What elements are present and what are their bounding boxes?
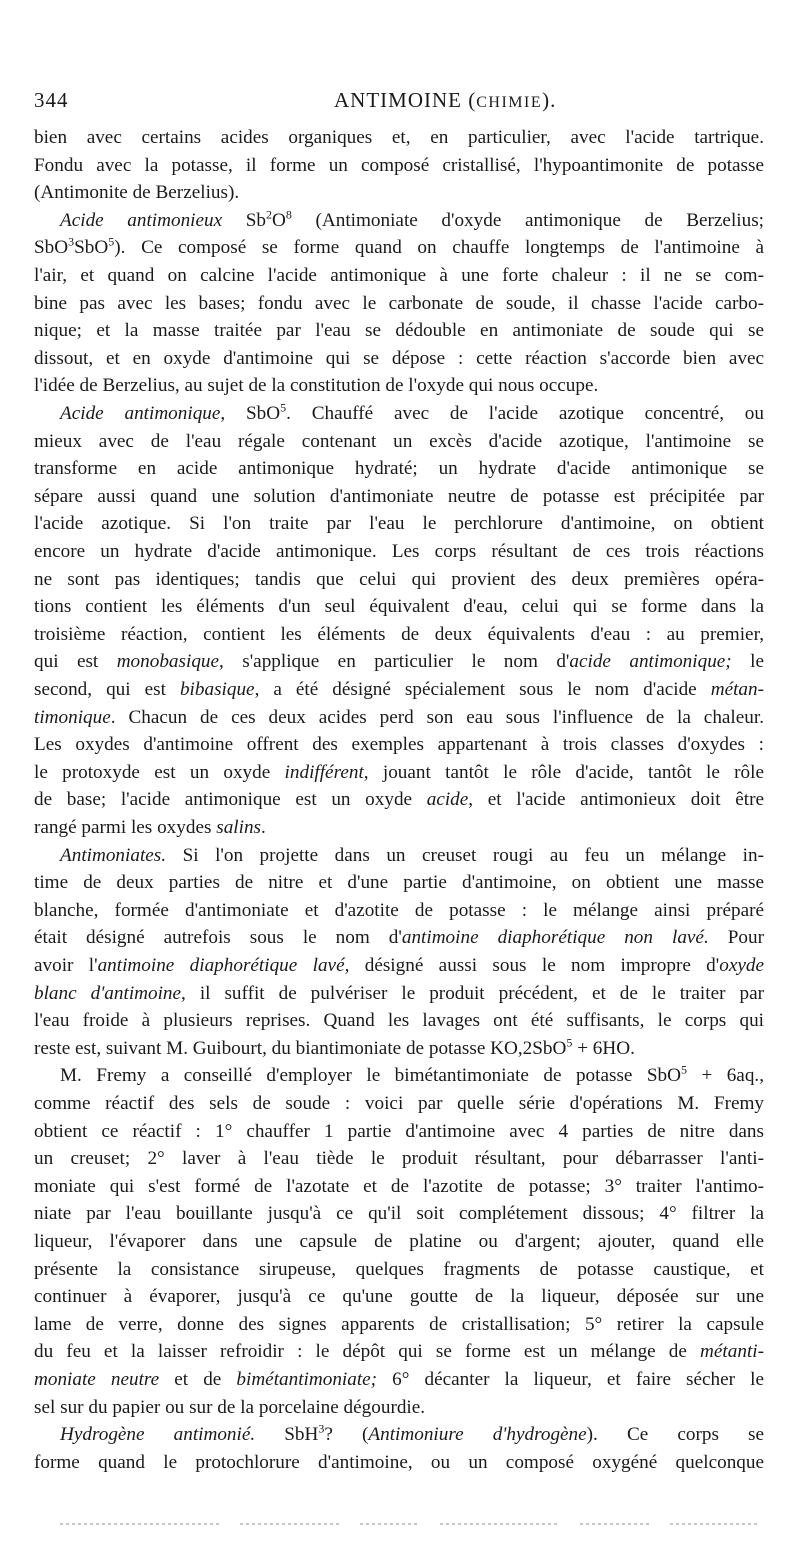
text-run: bine pas avec les bases; fondu avec le carbonate de soude, il chasse l'acide carbo-: [34, 292, 764, 314]
text-line: [34, 1007, 764, 1035]
italic-text: moniate neutre: [34, 1369, 160, 1390]
text-run: tions contient les éléments d'un seul équivalent d'eau, celui qui se forme dans la: [34, 596, 764, 618]
italic-text: Acide antimonique: [60, 403, 221, 424]
text-line: [34, 1311, 764, 1339]
text-line: [34, 621, 764, 649]
text-line: [34, 593, 764, 621]
text-run: présente la consistance sirupeuse, quelques fragments de potasse caustique, et: [34, 1258, 764, 1280]
text-run: l'eau froide à plusieurs reprises. Quand les lavages ont été suffisants, le corps qui: [34, 1010, 764, 1032]
text-run: mieux avec de l'eau régale contenant un excès d'acide azotique, l'antimoine se: [34, 430, 764, 452]
text-run: Sb: [222, 209, 267, 231]
text-run: l'acide azotique. Si l'on traite par l'eau le perchlorure d'antimoine, on obtient: [34, 513, 764, 535]
italic-text: Acide antimonieux: [60, 209, 223, 231]
text-run: (Antimonite de Berzelius).: [34, 182, 240, 204]
italic-text: timonique: [34, 706, 111, 728]
footer-rule-segment: [60, 1523, 220, 1525]
text-line: [34, 1256, 764, 1284]
italic-text: Hydrogène antimonié.: [60, 1424, 256, 1446]
footer-rule-segment: [580, 1523, 650, 1525]
text-run: troisième réaction, contient les éléments de deux équivalents d'eau : au premier,: [34, 623, 764, 645]
text-run: . Chauffé avec de l'acide azotique concentré, ou: [286, 403, 764, 424]
italic-text: salins: [216, 817, 262, 838]
footer-rule-segment: [360, 1523, 420, 1525]
text-line: [34, 1035, 764, 1063]
text-line: [34, 1118, 764, 1146]
text-line: [34, 980, 764, 1008]
text-line: [60, 842, 764, 870]
text-line: [34, 704, 764, 732]
text-run: ? (: [324, 1424, 369, 1446]
text-line: [34, 1173, 764, 1201]
text-run: , et l'acide antimonieux doit être: [468, 789, 764, 811]
text-run: (Antimoniate d'oxyde antimonique de Berzelius;: [291, 209, 764, 231]
text-run: de base; l'acide antimonique est un oxyde: [34, 789, 427, 811]
text-run: , a été désigné spécialement sous le nom d'acide: [254, 679, 711, 700]
text-line: [34, 1228, 764, 1256]
text-line: [34, 869, 764, 897]
text-run: dissout, et en oxyde d'antimoine qui se dépose : cette réaction s'accorde bien avec: [34, 347, 764, 369]
text-run: qui est: [34, 651, 117, 673]
italic-text: bimétantimoniate;: [236, 1369, 378, 1390]
text-run: , désigné aussi sous le nom impropre d': [344, 955, 720, 976]
text-line: [34, 786, 764, 814]
running-title-main: ANTIMOINE (: [334, 88, 477, 112]
text-run: nique; et la masse traitée par l'eau se dédouble en antimoniate de soude qui se: [34, 320, 764, 342]
text-line: [34, 1449, 764, 1477]
italic-text: métan-: [710, 679, 764, 700]
text-run: obtient ce réactif : 1° chauffer 1 partie d'antimoine avec 4 parties de nitre dans: [34, 1120, 764, 1142]
text-run: du feu et la laisser refroidir : le dépôt qui se forme est un mélange de: [34, 1341, 701, 1363]
italic-text: blanc d'antimoine: [34, 982, 182, 1004]
text-line: [34, 676, 764, 704]
text-run: . Chacun de ces deux acides perd son eau sous l'influence de la chaleur.: [110, 706, 764, 728]
text-line: [34, 428, 764, 456]
text-line: [34, 1394, 764, 1422]
text-run: second, qui est: [34, 679, 180, 700]
text-run: reste est, suivant M. Guibourt, du biantimoniate de potasse KO,2SbO: [34, 1037, 567, 1059]
superscript: 3: [68, 235, 75, 249]
text-run: 6° décanter la liqueur, et faire sécher le: [377, 1369, 764, 1390]
text-line: [60, 207, 764, 235]
text-run: sépare aussi quand une solution d'antimoniate neutre de potasse est précipitée par: [34, 485, 764, 507]
text-run: niate par l'eau bouillante jusqu'à ce qu'il soit complétement dissous; 4° filtrer la: [34, 1203, 764, 1225]
text-run: transforme en acide antimonique hydraté; un hydrate d'acide antimonique se: [34, 458, 764, 480]
text-run: était désigné autrefois sous le nom d': [34, 927, 402, 949]
text-line: [34, 455, 764, 483]
page-header: [34, 88, 766, 118]
superscript: 5: [280, 400, 287, 415]
text-run: , jouant tantôt le rôle d'acide, tantôt le rôle: [363, 761, 765, 783]
running-title: [334, 88, 556, 113]
text-line: [34, 483, 764, 511]
text-line: [34, 1366, 764, 1394]
italic-text: Antimoniure d'hydrogène: [368, 1424, 587, 1446]
text-run: l'air, et quand on calcine l'acide antimonique à une forte chaleur : il ne se com-: [34, 265, 764, 286]
text-run: SbO: [34, 237, 69, 259]
superscript: 5: [108, 235, 115, 249]
text-run: comme réactif des sels de soude : voici par quelle série d'opérations M. Fremy: [34, 1093, 764, 1114]
footer-rule-segment: [240, 1523, 340, 1525]
text-line: [34, 952, 764, 980]
text-line: [60, 400, 764, 428]
text-line: [34, 648, 764, 676]
text-run: O: [272, 209, 286, 231]
text-line: [34, 759, 764, 787]
text-line: [34, 510, 764, 538]
italic-text: antimoine diaphorétique lavé: [97, 955, 345, 976]
text-run: continuer à évaporer, jusqu'à ce qu'une goutte de la liqueur, déposée sur une: [34, 1286, 764, 1308]
text-run: l'idée de Berzelius, au sujet de la constitution de l'oxyde qui nous occupe.: [34, 375, 599, 397]
text-run: ne sont pas identiques; tandis que celui qui provient des deux premières opéra-: [34, 568, 764, 590]
text-line: [34, 1283, 764, 1311]
text-run: blanche, formée d'antimoniate et d'azotite de potasse : le mélange ainsi préparé: [34, 899, 764, 921]
text-run: lame de verre, donne des signes apparents de cristallisation; 5° retirer la capsule: [34, 1313, 764, 1335]
text-run: , SbO: [220, 403, 281, 424]
text-run: forme quand le protochlorure d'antimoine, ou un composé oxygéné quelconque: [34, 1451, 764, 1473]
text-run: Si l'on projette dans un creuset rougi au feu un mélange in-: [166, 844, 764, 866]
footer-rule-segment: [670, 1523, 760, 1525]
text-run: ). Ce corps se: [586, 1424, 764, 1446]
text-line: [34, 1200, 764, 1228]
text-run: liqueur, l'évaporer dans une capsule de platine ou d'argent; ajouter, quand elle: [34, 1231, 764, 1252]
page-number: 344: [34, 88, 69, 112]
superscript: 2: [266, 207, 273, 222]
text-line: [60, 1062, 764, 1090]
text-run: ). Ce composé se forme quand on chauffe longtemps de l'antimoine à: [114, 237, 764, 259]
italic-text: antimoine diaphorétique non lavé.: [401, 927, 709, 949]
text-line: [34, 317, 764, 345]
running-title-subject: CHIMIE: [476, 94, 543, 111]
text-line: [34, 814, 764, 842]
text-run: + 6HO.: [572, 1037, 635, 1059]
text-line: [34, 124, 764, 152]
text-run: .: [261, 817, 266, 838]
text-line: [34, 924, 764, 952]
text-line: [34, 152, 764, 180]
italic-text: acide: [426, 789, 469, 811]
text-run: moniate qui s'est formé de l'azotate et de l'azotite de potasse; 3° traiter l'antimo-: [34, 1175, 764, 1197]
text-run: time de deux parties de nitre et d'une partie d'antimoine, on obtient une masse: [34, 872, 764, 894]
text-line: [34, 234, 764, 262]
text-line: [34, 897, 764, 925]
superscript: 5: [566, 1035, 573, 1050]
text-line: [34, 262, 764, 290]
italic-text: acide antimonique;: [569, 651, 732, 673]
italic-text: monobasique: [116, 651, 220, 673]
text-run: encore un hydrate d'acide antimonique. Les corps résultant de ces trois réactions: [34, 541, 764, 562]
text-run: Les oxydes d'antimoine offrent des exemples appartenant à trois classes d'oxydes :: [34, 734, 764, 756]
italic-text: Antimoniates.: [60, 844, 167, 866]
italic-text: métanti-: [700, 1341, 764, 1363]
text-line: [34, 372, 764, 400]
text-line: [34, 345, 764, 373]
text-line: [34, 1145, 764, 1173]
running-title-end: ).: [542, 88, 557, 112]
italic-text: oxyde: [719, 955, 764, 976]
text-run: M. Fremy a conseillé d'employer le bimétantimoniate de potasse SbO: [60, 1065, 681, 1087]
italic-text: indifférent: [284, 761, 364, 783]
superscript: 5: [681, 1063, 687, 1077]
italic-text: bibasique: [179, 679, 255, 700]
text-line: [34, 179, 764, 207]
text-run: et de: [159, 1369, 237, 1390]
text-run: bien avec certains acides organiques et, en particulier, avec l'acide tartrique.: [34, 127, 764, 148]
text-run: le protoxyde est un oxyde: [34, 761, 285, 783]
text-line: [60, 1421, 764, 1449]
text-run: avoir l': [34, 955, 98, 976]
text-line: [34, 1338, 764, 1366]
text-run: SbH: [255, 1424, 319, 1446]
text-line: [34, 538, 764, 566]
text-run: le: [731, 651, 764, 673]
superscript: 8: [285, 207, 292, 222]
text-line: [34, 290, 764, 318]
text-run: un creuset; 2° laver à l'eau tiède le produit résultant, pour débarrasser l'anti-: [34, 1148, 764, 1170]
text-run: sel sur du papier ou sur de la porcelaine dégourdie.: [34, 1396, 426, 1418]
superscript: 3: [318, 1421, 325, 1436]
text-run: , s'applique en particulier le nom d': [219, 651, 570, 673]
text-line: [34, 566, 764, 594]
text-line: [34, 1090, 764, 1118]
text-run: Pour: [708, 927, 764, 949]
text-run: + 6aq.,: [687, 1065, 765, 1087]
text-line: [34, 731, 764, 759]
text-run: SbO: [74, 237, 109, 259]
text-run: rangé parmi les oxydes: [34, 817, 217, 838]
text-run: , il suffit de pulvériser le produit précédent, et de le traiter par: [181, 982, 764, 1004]
text-run: Fondu avec la potasse, il forme un composé cristallisé, l'hypoantimonite de potasse: [34, 154, 764, 176]
footer-rule-segment: [440, 1523, 560, 1525]
